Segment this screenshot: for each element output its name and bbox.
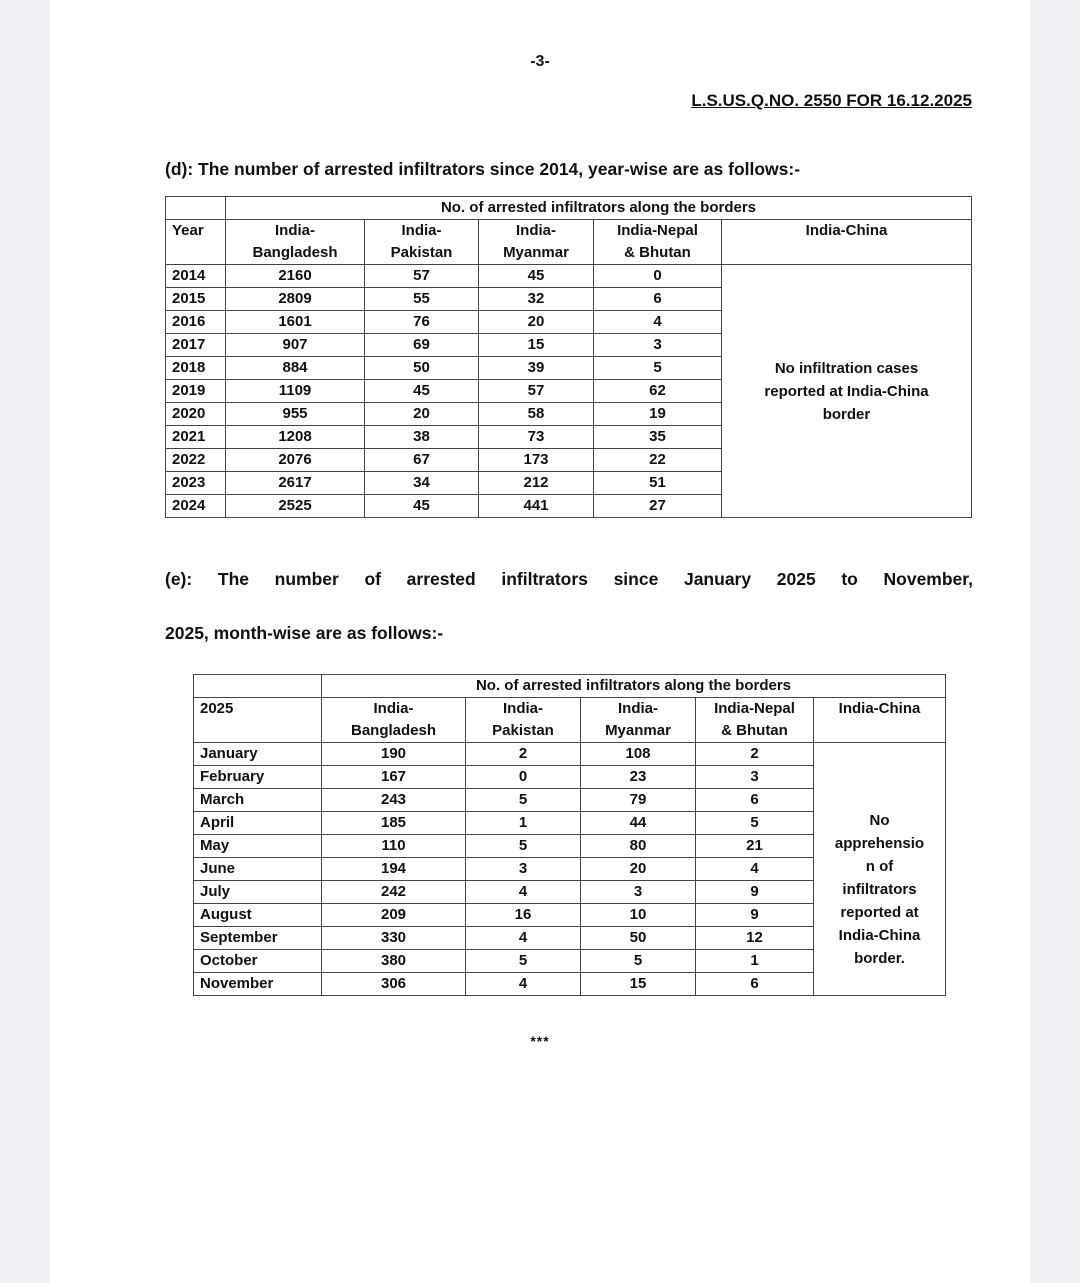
china-note-line: apprehensio	[834, 834, 925, 852]
cell-nepal-bhutan: 9	[696, 881, 814, 904]
cell-month: September	[194, 927, 322, 950]
china-note-line: No infiltration cases	[774, 359, 919, 377]
cell-pakistan: 5	[466, 950, 581, 973]
cell-pakistan: 45	[365, 495, 479, 518]
cell-pakistan: 34	[365, 472, 479, 495]
cell-year: 2017	[166, 334, 226, 357]
cell-year: 2024	[166, 495, 226, 518]
cell-bangladesh: 2809	[226, 288, 365, 311]
cell-bangladesh: 330	[322, 927, 466, 950]
cell-myanmar: 73	[479, 426, 594, 449]
cell-pakistan: 20	[365, 403, 479, 426]
col-bangladesh: India- Bangladesh	[322, 698, 466, 743]
end-mark: ***	[530, 1033, 550, 1049]
cell-pakistan: 76	[365, 311, 479, 334]
cell-year: 2022	[166, 449, 226, 472]
cell-nepal-bhutan: 9	[696, 904, 814, 927]
cell-bangladesh: 306	[322, 973, 466, 996]
cell-pakistan: 57	[365, 265, 479, 288]
cell-nepal-bhutan: 62	[594, 380, 722, 403]
china-note-line: border	[822, 405, 871, 423]
cell-bangladesh: 1109	[226, 380, 365, 403]
section-e-intro-line1: (e): The number of arrested infiltrators since January 2025 to November,	[165, 569, 973, 589]
cell-nepal-bhutan: 35	[594, 426, 722, 449]
cell-year: 2020	[166, 403, 226, 426]
cell-myanmar: 39	[479, 357, 594, 380]
china-note-line: infiltrators	[842, 880, 917, 898]
cell-pakistan: 69	[365, 334, 479, 357]
cell-nepal-bhutan: 6	[696, 973, 814, 996]
cell-year: 2015	[166, 288, 226, 311]
cell-pakistan: 67	[365, 449, 479, 472]
cell-bangladesh: 167	[322, 766, 466, 789]
col-myanmar: India- Myanmar	[479, 220, 594, 265]
cell-nepal-bhutan: 51	[594, 472, 722, 495]
cell-month: February	[194, 766, 322, 789]
cell-bangladesh: 2076	[226, 449, 365, 472]
cell-pakistan: 2	[466, 743, 581, 766]
cell-year: 2019	[166, 380, 226, 403]
cell-nepal-bhutan: 4	[594, 311, 722, 334]
cell-month: July	[194, 881, 322, 904]
china-note-line: reported at India-China	[764, 382, 929, 400]
table-row	[166, 265, 972, 288]
cell-pakistan: 4	[466, 973, 581, 996]
cell-nepal-bhutan: 3	[594, 334, 722, 357]
cell-pakistan: 45	[365, 380, 479, 403]
table-row	[194, 743, 946, 766]
col-nepal-bhutan: India-Nepal & Bhutan	[696, 698, 814, 743]
china-note-line: n of	[865, 857, 894, 875]
cell-month: May	[194, 835, 322, 858]
cell-myanmar: 5	[581, 950, 696, 973]
cell-bangladesh: 110	[322, 835, 466, 858]
cell-bangladesh: 242	[322, 881, 466, 904]
china-note-line: India-China	[838, 926, 921, 944]
cell-bangladesh: 243	[322, 789, 466, 812]
question-reference: L.S.US.Q.NO. 2550 FOR 16.12.2025	[691, 91, 972, 110]
cell-month: June	[194, 858, 322, 881]
cell-myanmar: 15	[581, 973, 696, 996]
page-number: -3-	[530, 53, 550, 70]
cell-myanmar: 20	[479, 311, 594, 334]
section-e-intro-line2: 2025, month-wise are as follows:-	[165, 623, 444, 643]
cell-bangladesh: 185	[322, 812, 466, 835]
cell-year: 2023	[166, 472, 226, 495]
cell-myanmar: 80	[581, 835, 696, 858]
cell-pakistan: 1	[466, 812, 581, 835]
cell-myanmar: 10	[581, 904, 696, 927]
cell-bangladesh: 907	[226, 334, 365, 357]
header-blank	[166, 197, 226, 220]
cell-myanmar: 79	[581, 789, 696, 812]
cell-nepal-bhutan: 22	[594, 449, 722, 472]
cell-year: 2018	[166, 357, 226, 380]
cell-month: November	[194, 973, 322, 996]
cell-myanmar: 45	[479, 265, 594, 288]
cell-nepal-bhutan: 1	[696, 950, 814, 973]
cell-year: 2014	[166, 265, 226, 288]
col-year: Year	[166, 220, 226, 265]
cell-month: April	[194, 812, 322, 835]
cell-pakistan: 38	[365, 426, 479, 449]
cell-bangladesh: 190	[322, 743, 466, 766]
cell-myanmar: 58	[479, 403, 594, 426]
cell-pakistan: 5	[466, 789, 581, 812]
group-header: No. of arrested infiltrators along the borders	[322, 675, 946, 698]
cell-year: 2016	[166, 311, 226, 334]
cell-pakistan: 5	[466, 835, 581, 858]
cell-nepal-bhutan: 19	[594, 403, 722, 426]
cell-pakistan: 4	[466, 881, 581, 904]
cell-myanmar: 173	[479, 449, 594, 472]
cell-myanmar: 441	[479, 495, 594, 518]
cell-nepal-bhutan: 5	[594, 357, 722, 380]
cell-year: 2021	[166, 426, 226, 449]
col-pakistan: India- Pakistan	[466, 698, 581, 743]
col-myanmar: India- Myanmar	[581, 698, 696, 743]
cell-myanmar: 23	[581, 766, 696, 789]
cell-month: August	[194, 904, 322, 927]
cell-myanmar: 32	[479, 288, 594, 311]
cell-bangladesh: 955	[226, 403, 365, 426]
cell-pakistan: 50	[365, 357, 479, 380]
china-note	[722, 265, 972, 518]
cell-myanmar: 20	[581, 858, 696, 881]
cell-nepal-bhutan: 6	[696, 789, 814, 812]
cell-nepal-bhutan: 27	[594, 495, 722, 518]
cell-bangladesh: 2617	[226, 472, 365, 495]
cell-bangladesh: 884	[226, 357, 365, 380]
col-china: India-China	[814, 698, 946, 743]
monthwise-table	[193, 674, 946, 996]
cell-nepal-bhutan: 21	[696, 835, 814, 858]
col-pakistan: India- Pakistan	[365, 220, 479, 265]
cell-pakistan: 3	[466, 858, 581, 881]
cell-month: October	[194, 950, 322, 973]
cell-nepal-bhutan: 6	[594, 288, 722, 311]
cell-myanmar: 57	[479, 380, 594, 403]
cell-nepal-bhutan: 4	[696, 858, 814, 881]
cell-bangladesh: 1208	[226, 426, 365, 449]
cell-nepal-bhutan: 0	[594, 265, 722, 288]
cell-bangladesh: 2525	[226, 495, 365, 518]
cell-myanmar: 108	[581, 743, 696, 766]
cell-pakistan: 4	[466, 927, 581, 950]
col-nepal-bhutan: India-Nepal & Bhutan	[594, 220, 722, 265]
cell-nepal-bhutan: 2	[696, 743, 814, 766]
cell-pakistan: 55	[365, 288, 479, 311]
china-note-line: border.	[854, 949, 905, 967]
cell-myanmar: 15	[479, 334, 594, 357]
cell-myanmar: 44	[581, 812, 696, 835]
group-header: No. of arrested infiltrators along the borders	[226, 197, 972, 220]
cell-month: January	[194, 743, 322, 766]
col-period: 2025	[194, 698, 322, 743]
cell-myanmar: 212	[479, 472, 594, 495]
yearwise-table	[165, 196, 972, 518]
section-d-intro: (d): The number of arrested infiltrators since 2014, year-wise are as follows:-	[165, 159, 801, 179]
china-note-line: No	[869, 811, 890, 829]
cell-nepal-bhutan: 5	[696, 812, 814, 835]
cell-bangladesh: 194	[322, 858, 466, 881]
china-note	[814, 743, 946, 996]
cell-bangladesh: 380	[322, 950, 466, 973]
cell-pakistan: 0	[466, 766, 581, 789]
cell-bangladesh: 2160	[226, 265, 365, 288]
cell-bangladesh: 1601	[226, 311, 365, 334]
col-bangladesh: India- Bangladesh	[226, 220, 365, 265]
china-note-line: reported at	[840, 903, 919, 921]
cell-month: March	[194, 789, 322, 812]
cell-pakistan: 16	[466, 904, 581, 927]
cell-myanmar: 3	[581, 881, 696, 904]
header-blank	[194, 675, 322, 698]
col-china: India-China	[722, 220, 972, 265]
cell-myanmar: 50	[581, 927, 696, 950]
cell-nepal-bhutan: 3	[696, 766, 814, 789]
cell-nepal-bhutan: 12	[696, 927, 814, 950]
cell-bangladesh: 209	[322, 904, 466, 927]
